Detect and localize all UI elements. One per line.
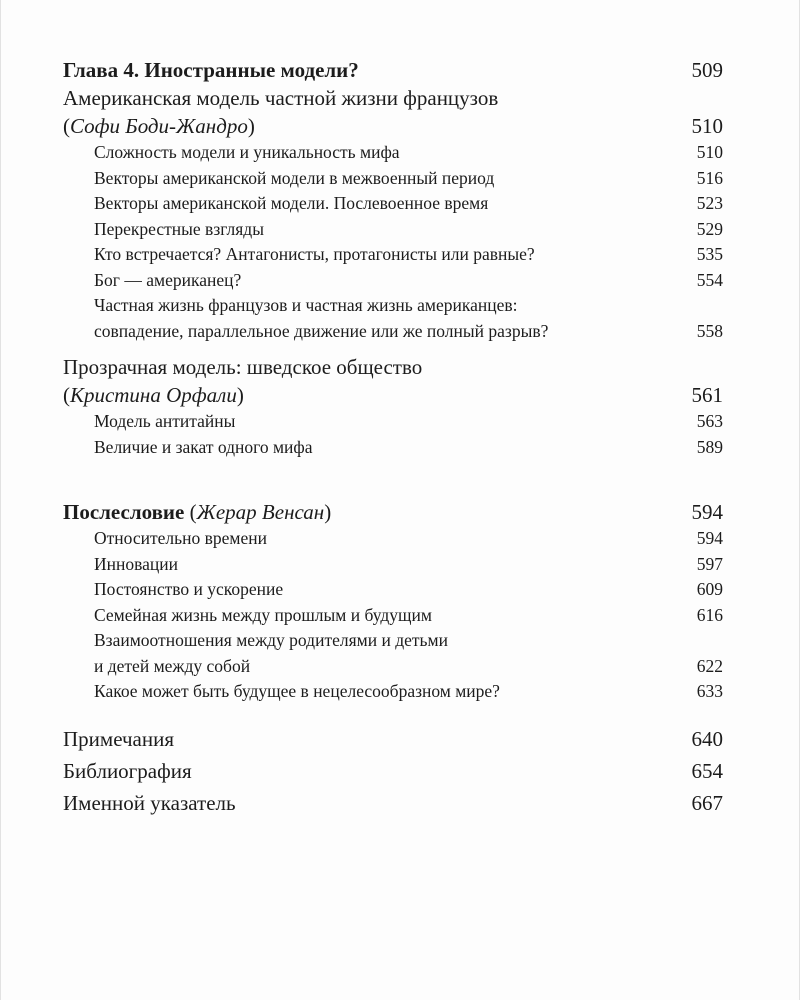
- toc-page-number: 561: [691, 383, 723, 407]
- toc-page-number: 594: [696, 528, 723, 548]
- toc-author: Кристина Орфали: [70, 383, 237, 407]
- toc-page-number: 640: [691, 726, 723, 751]
- toc-entry-title: Модель антитайны: [94, 411, 236, 431]
- toc-page-number: 510: [696, 142, 723, 162]
- toc-entry-title: Векторы американской модели в межвоенный период: [94, 167, 495, 188]
- toc-entry-title: Семейная жизнь между прошлым и будущим: [94, 604, 432, 625]
- toc-entry-title: Частная жизнь французов и частная жизнь американцев:: [94, 295, 518, 315]
- toc-entry-title: и детей между собой: [94, 655, 251, 676]
- toc-page-number: 616: [696, 604, 723, 625]
- toc-entry-title: Кто встречается? Антагонисты, протагонисты или равные?: [94, 244, 535, 264]
- toc-subentry: [63, 293, 723, 319]
- toc-subentry: [63, 603, 723, 629]
- toc-subentry: [63, 552, 723, 578]
- toc-author: Софи Боди-Жандро: [70, 114, 248, 138]
- toc-subentry-continuation: [63, 654, 723, 680]
- toc-entry-title: Глава 4. Иностранные модели?: [63, 58, 359, 82]
- toc-page-number: 523: [696, 193, 723, 213]
- toc-subentry: [63, 268, 723, 294]
- toc-entry-title: Какое может быть будущее в нецелесообразном мире?: [94, 681, 500, 701]
- toc-page-number: 622: [696, 655, 723, 676]
- toc-page-number: 667: [691, 790, 723, 815]
- toc-entry-title: Величие и закат одного мифа: [94, 436, 313, 457]
- toc-page-number: 563: [696, 411, 723, 431]
- table-of-contents: [63, 56, 723, 817]
- toc-entry-title: Векторы американской модели. Послевоенное время: [94, 193, 489, 213]
- toc-section-heading: [63, 84, 723, 112]
- toc-entry-title: Прозрачная модель: шведское общество: [63, 355, 423, 379]
- toc-section-author-line: (Софи Боди-Жандро) 510: [63, 114, 723, 138]
- toc-page-number: 535: [696, 244, 723, 264]
- toc-entry-title: Сложность модели и уникальность мифа: [94, 142, 400, 162]
- toc-entry-title: Инновации: [94, 553, 179, 574]
- toc-entry-title: Перекрестные взгляды: [94, 218, 264, 239]
- toc-subentry-continuation: [63, 319, 723, 345]
- toc-page-number: 609: [696, 579, 723, 599]
- toc-subentry: [63, 217, 723, 243]
- toc-entry-title: Послесловие: [63, 500, 185, 524]
- toc-entry-title: Бог — американец?: [94, 269, 242, 290]
- toc-author: Жерар Венсан: [196, 500, 325, 524]
- toc-entry-title: Примечания: [63, 726, 175, 751]
- toc-entry-title: Американская модель частной жизни французов: [63, 86, 499, 110]
- toc-back-matter-entry: [63, 789, 723, 817]
- toc-subentry: [63, 242, 723, 268]
- toc-page-number: 594: [691, 500, 723, 524]
- toc-section-author-line: (Кристина Орфали) 561: [63, 383, 723, 407]
- toc-entry-title: Постоянство и ускорение: [94, 579, 284, 599]
- toc-page-number: 510: [691, 114, 723, 138]
- toc-subentry: [63, 577, 723, 603]
- toc-chapter-heading: Послесловие (Жерар Венсан) 594: [63, 500, 723, 524]
- toc-page-number: 597: [696, 553, 723, 574]
- toc-subentry: [63, 628, 723, 654]
- toc-subentry: [63, 409, 723, 435]
- toc-subentry: [63, 435, 723, 461]
- toc-subentry: [63, 166, 723, 192]
- toc-page-number: 529: [696, 218, 723, 239]
- toc-back-matter-entry: [63, 757, 723, 785]
- toc-page-number: 589: [696, 436, 723, 457]
- toc-page-number: 654: [691, 758, 723, 783]
- toc-entry-title: Относительно времени: [94, 528, 267, 548]
- toc-subentry: [63, 526, 723, 552]
- toc-entry-title: Взаимоотношения между родителями и детьми: [94, 630, 448, 650]
- toc-chapter-heading: [63, 56, 723, 84]
- toc-entry-title: Именной указатель: [63, 790, 236, 815]
- toc-section-heading: [63, 353, 723, 381]
- toc-back-matter-entry: [63, 725, 723, 753]
- toc-page-number: 516: [696, 167, 723, 188]
- toc-entry-title: совпадение, параллельное движение или же полный разрыв?: [94, 320, 549, 341]
- toc-page-number: 509: [691, 58, 723, 82]
- toc-subentry: [63, 140, 723, 166]
- toc-page-number: 558: [696, 320, 723, 341]
- toc-page-number: 633: [696, 681, 723, 701]
- toc-page-number: 554: [696, 269, 723, 290]
- toc-subentry: [63, 191, 723, 217]
- toc-entry-title: Библиография: [63, 758, 192, 783]
- toc-subentry: [63, 679, 723, 705]
